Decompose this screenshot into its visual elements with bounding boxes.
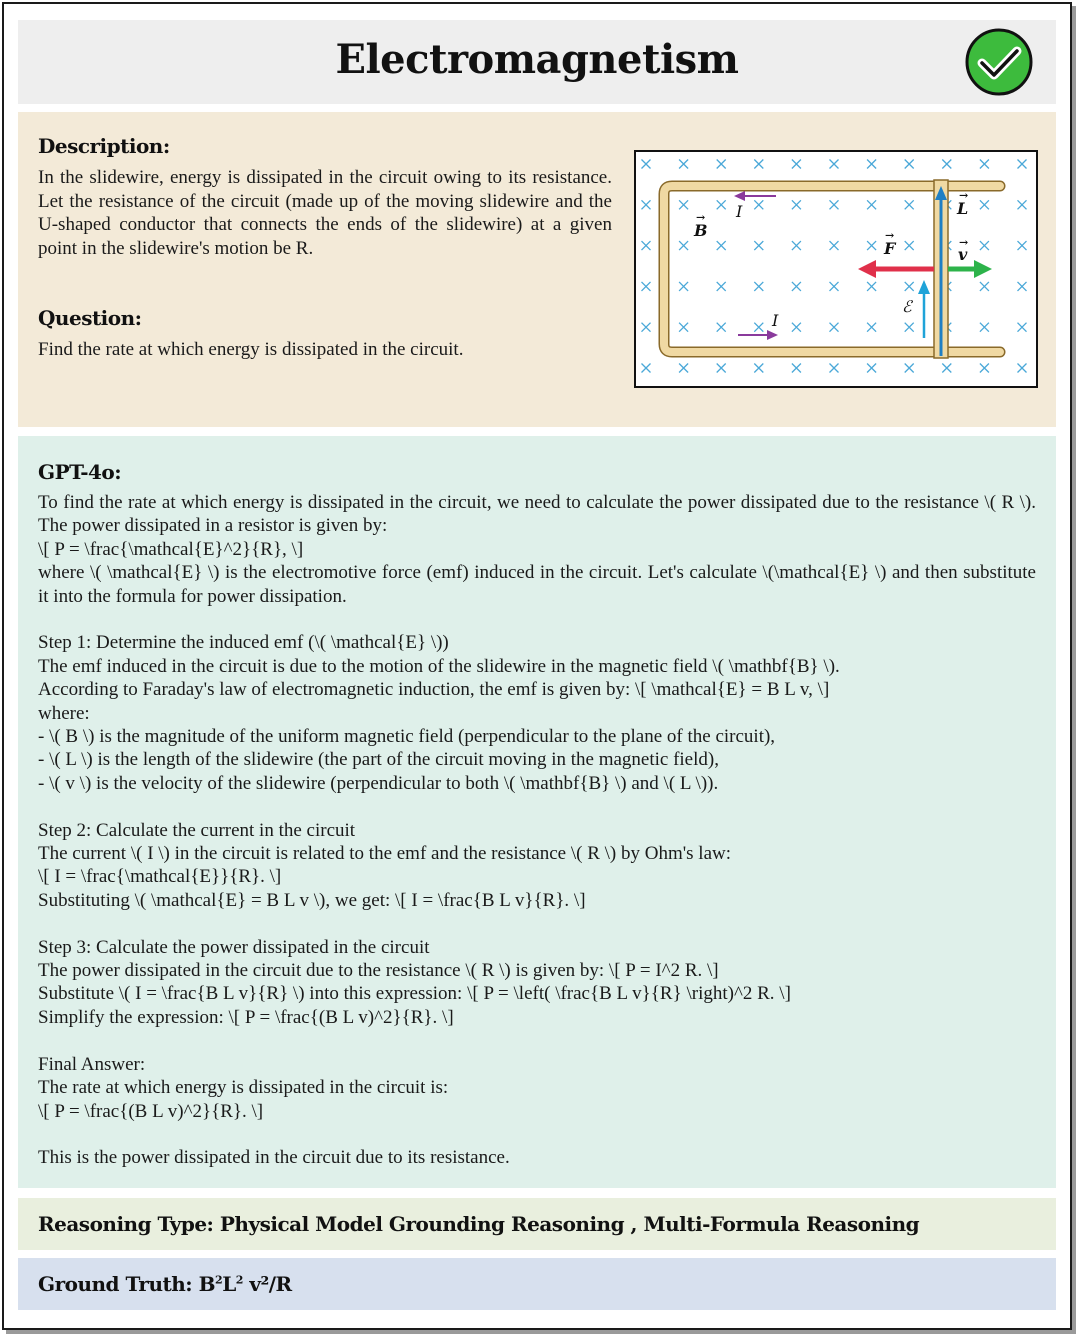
slidewire-diagram bbox=[634, 150, 1038, 388]
answer-line: The power dissipated in the circuit due to the resistance \( R \) is given by: \[ P = I^2 R. \] bbox=[38, 960, 719, 982]
step-title: Step 1: Determine the induced emf (\( \mathcal{E} \)) bbox=[38, 632, 449, 654]
answer-text bbox=[38, 491, 1036, 1170]
answer-paragraph: To find the rate at which energy is dissipated in the circuit, we need to calculate the power dissipated due to the resistance \( R \). The power dissipated in a resistor is given by: bbox=[38, 492, 1036, 537]
card-frame bbox=[2, 2, 1072, 1330]
step-title: Step 2: Calculate the current in the circuit bbox=[38, 819, 356, 841]
answer-line: \[ P = \frac{(B L v)^2}{R}. \] bbox=[38, 1100, 264, 1122]
answer-line: Simplify the expression: \[ P = \frac{(B L v)^2}{R}. \] bbox=[38, 1006, 454, 1028]
ground-truth-text: Ground Truth: $B^2L^2$ v²/R bbox=[38, 1272, 292, 1296]
svg-text:→: → bbox=[959, 189, 969, 202]
answer-line: Substituting \( \mathcal{E} = B L v \), we get: \[ I = \frac{B L v}{R}. \] bbox=[38, 889, 586, 911]
answer-heading: GPT-4o: bbox=[38, 460, 122, 484]
answer-line: - \( v \) is the velocity of the slidewire (perpendicular to both \( \mathbf{B} \) and \( L \)). bbox=[38, 772, 719, 794]
question-heading: Question: bbox=[38, 306, 142, 330]
reasoning-type-panel bbox=[18, 1198, 1056, 1250]
description-panel bbox=[18, 112, 1056, 427]
question-text: Find the rate at which energy is dissipated in the circuit. bbox=[38, 339, 464, 360]
svg-text:→: → bbox=[696, 211, 706, 224]
answer-line: The current \( I \) in the circuit is related to the emf and the resistance \( R \) by Ohm's law: bbox=[38, 843, 731, 865]
closing-line: This is the power dissipated in the circuit due to its resistance. bbox=[38, 1147, 510, 1169]
check-icon bbox=[964, 27, 1034, 97]
title-bar bbox=[18, 20, 1056, 104]
label-B: B bbox=[694, 221, 708, 240]
label-F: F bbox=[884, 239, 896, 258]
final-title: Final Answer: bbox=[38, 1053, 146, 1075]
svg-text:→: → bbox=[959, 236, 969, 249]
reasoning-type-text: Reasoning Type: Physical Model Grounding Reasoning , Multi-Formula Reasoning bbox=[38, 1212, 920, 1236]
ground-truth-label: Ground Truth: bbox=[38, 1272, 199, 1296]
answer-line: - \( B \) is the magnitude of the uniform magnetic field (perpendicular to the plane of the circuit), bbox=[38, 726, 776, 748]
answer-line: \[ I = \frac{\mathcal{E}}{R}. \] bbox=[38, 866, 282, 888]
answer-line: The rate at which energy is dissipated in the circuit is: bbox=[38, 1077, 449, 1099]
label-current-bottom: I bbox=[772, 311, 779, 330]
answer-line: The emf induced in the circuit is due to the motion of the slidewire in the magnetic field \( \mathbf{B} \). bbox=[38, 655, 840, 677]
answer-line: \[ P = \frac{\mathcal{E}^2}{R}, \] bbox=[38, 538, 304, 560]
svg-text:→: → bbox=[885, 229, 895, 242]
label-v: v bbox=[958, 245, 968, 264]
label-current-top: I bbox=[736, 202, 743, 221]
label-L: L bbox=[957, 199, 969, 218]
answer-line: where: bbox=[38, 702, 90, 724]
answer-line: According to Faraday's law of electromagnetic induction, the emf is given by: \[ \mathcal{E} = B L v, \] bbox=[38, 679, 830, 701]
answer-panel bbox=[18, 436, 1056, 1188]
answer-line: Substitute \( I = \frac{B L v}{R} \) into this expression: \[ P = \left( \frac{B L v}{R} \right)^2 R. \] bbox=[38, 983, 791, 1005]
ground-truth-panel bbox=[18, 1258, 1056, 1310]
step-title: Step 3: Calculate the power dissipated in the circuit bbox=[38, 936, 430, 958]
description-text: In the slidewire, energy is dissipated in the circuit owing to its resistance. Let the resistance of the circuit (made up of the moving slidewire and the U-shaped conductor that connects the ends of the slidewire) at a given point in the slidewire's motion be R. bbox=[38, 167, 612, 259]
answer-paragraph: where \( \mathcal{E} \) is the electromotive force (emf) induced in the circuit. Let's calculate \(\mathcal{E} \) and then substitute it into the formula for power dissipation. bbox=[38, 562, 1036, 607]
answer-line: - \( L \) is the length of the slidewire (the part of the circuit moving in the magnetic field), bbox=[38, 749, 719, 771]
label-emf: ℰ bbox=[902, 297, 912, 316]
description-heading: Description: bbox=[38, 134, 170, 158]
page-title: Electromagnetism bbox=[335, 36, 739, 83]
